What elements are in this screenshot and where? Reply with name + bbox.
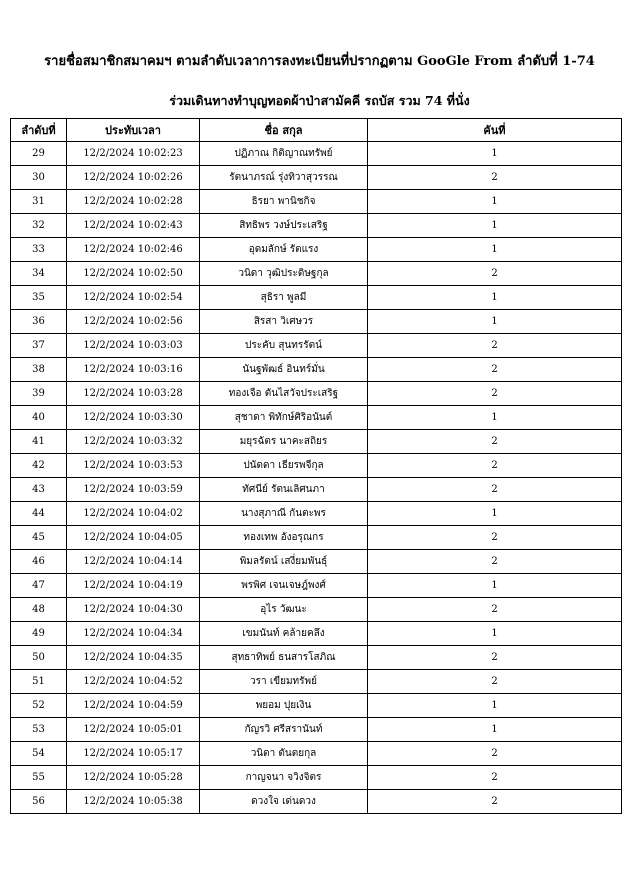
cell-no: 39 <box>11 382 67 406</box>
cell-no: 43 <box>11 478 67 502</box>
cell-name: กาญจนา จวิงจิตร <box>200 766 368 790</box>
cell-timestamp: 12/2/2024 10:03:30 <box>67 406 200 430</box>
cell-timestamp: 12/2/2024 10:04:19 <box>67 574 200 598</box>
cell-name: พรพิศ เจนเจษฎ์พงศ์ <box>200 574 368 598</box>
cell-no: 56 <box>11 790 67 814</box>
cell-timestamp: 12/2/2024 10:02:28 <box>67 190 200 214</box>
cell-timestamp: 12/2/2024 10:02:46 <box>67 238 200 262</box>
cell-seats: 2 <box>368 262 622 286</box>
cell-no: 41 <box>11 430 67 454</box>
cell-name: ทองเจือ ตันไสวัจประเสริฐ <box>200 382 368 406</box>
cell-name: ปนัดดา เธียรพจีกุล <box>200 454 368 478</box>
table-row <box>11 310 622 334</box>
table-row <box>11 718 622 742</box>
cell-seats: 1 <box>368 694 622 718</box>
cell-timestamp: 12/2/2024 10:03:03 <box>67 334 200 358</box>
table-row <box>11 142 622 166</box>
table-row <box>11 238 622 262</box>
cell-seats: 1 <box>368 310 622 334</box>
cell-timestamp: 12/2/2024 10:02:56 <box>67 310 200 334</box>
cell-seats: 2 <box>368 454 622 478</box>
cell-seats: 2 <box>368 526 622 550</box>
table-row <box>11 358 622 382</box>
cell-name: สิทธิพร วงษ์ประเสริฐ <box>200 214 368 238</box>
cell-timestamp: 12/2/2024 10:04:30 <box>67 598 200 622</box>
cell-seats: 2 <box>368 358 622 382</box>
cell-timestamp: 12/2/2024 10:03:16 <box>67 358 200 382</box>
cell-seats: 2 <box>368 598 622 622</box>
cell-name: ดวงใจ เด่นดวง <box>200 790 368 814</box>
table-row <box>11 742 622 766</box>
cell-timestamp: 12/2/2024 10:04:02 <box>67 502 200 526</box>
cell-no: 34 <box>11 262 67 286</box>
cell-timestamp: 12/2/2024 10:03:59 <box>67 478 200 502</box>
registration-table <box>10 118 622 814</box>
cell-name: นางสุภาณี กันตะพร <box>200 502 368 526</box>
cell-seats: 1 <box>368 502 622 526</box>
table-row <box>11 454 622 478</box>
table-row <box>11 478 622 502</box>
cell-no: 45 <box>11 526 67 550</box>
cell-name: อุดมลักษ์ รัตแรง <box>200 238 368 262</box>
cell-timestamp: 12/2/2024 10:03:28 <box>67 382 200 406</box>
table-row <box>11 646 622 670</box>
table-header-row <box>11 119 622 142</box>
table-row <box>11 262 622 286</box>
cell-name: อุไร วัฒนะ <box>200 598 368 622</box>
cell-seats: 2 <box>368 790 622 814</box>
cell-no: 55 <box>11 766 67 790</box>
cell-timestamp: 12/2/2024 10:04:34 <box>67 622 200 646</box>
cell-seats: 2 <box>368 166 622 190</box>
cell-no: 54 <box>11 742 67 766</box>
cell-name: กัญรวิ ศรีสรานันท์ <box>200 718 368 742</box>
cell-timestamp: 12/2/2024 10:04:14 <box>67 550 200 574</box>
document-subtitle: ร่วมเดินทางทำบุญทอดผ้าป่าสามัคคี รถบัส รวม 74 ที่นั่ง <box>169 93 470 108</box>
document-title: รายชื่อสมาชิกสมาคมฯ ตามลำดับเวลาการลงทะเบียนที่ปรากฏตาม GooGle From ลำดับที่ 1-74 <box>44 54 595 69</box>
table-row <box>11 334 622 358</box>
cell-seats: 2 <box>368 478 622 502</box>
cell-name: ปฏิภาณ กิติญาณทรัพย์ <box>200 142 368 166</box>
cell-timestamp: 12/2/2024 10:02:50 <box>67 262 200 286</box>
header-no: ลำดับที่ <box>11 119 67 142</box>
cell-name: เขมนันท์ คล้ายคลึง <box>200 622 368 646</box>
cell-seats: 2 <box>368 430 622 454</box>
cell-seats: 1 <box>368 142 622 166</box>
table-row <box>11 574 622 598</box>
table-row <box>11 406 622 430</box>
cell-timestamp: 12/2/2024 10:02:26 <box>67 166 200 190</box>
cell-timestamp: 12/2/2024 10:05:28 <box>67 766 200 790</box>
table-row <box>11 598 622 622</box>
cell-timestamp: 12/2/2024 10:05:38 <box>67 790 200 814</box>
cell-seats: 2 <box>368 742 622 766</box>
cell-no: 52 <box>11 694 67 718</box>
cell-timestamp: 12/2/2024 10:03:53 <box>67 454 200 478</box>
table-row <box>11 190 622 214</box>
cell-name: มยุรฉัตร นาคะสถิยร <box>200 430 368 454</box>
cell-no: 40 <box>11 406 67 430</box>
cell-timestamp: 12/2/2024 10:02:23 <box>67 142 200 166</box>
cell-no: 44 <box>11 502 67 526</box>
cell-seats: 2 <box>368 550 622 574</box>
header-name: ชื่อ สกุล <box>200 119 368 142</box>
cell-seats: 1 <box>368 190 622 214</box>
cell-seats: 1 <box>368 718 622 742</box>
cell-name: ประคับ สุนทรรัตน์ <box>200 334 368 358</box>
table-row <box>11 526 622 550</box>
cell-name: ทองเทพ อังอรุณกร <box>200 526 368 550</box>
cell-timestamp: 12/2/2024 10:05:01 <box>67 718 200 742</box>
cell-seats: 1 <box>368 406 622 430</box>
cell-name: วรา เขียมทรัพย์ <box>200 670 368 694</box>
cell-timestamp: 12/2/2024 10:02:43 <box>67 214 200 238</box>
cell-timestamp: 12/2/2024 10:04:05 <box>67 526 200 550</box>
cell-name: สิรสา วิเศษวร <box>200 310 368 334</box>
cell-name: วนิดา ตันตยกุล <box>200 742 368 766</box>
cell-timestamp: 12/2/2024 10:02:54 <box>67 286 200 310</box>
cell-no: 49 <box>11 622 67 646</box>
table-row <box>11 694 622 718</box>
cell-no: 53 <box>11 718 67 742</box>
cell-no: 35 <box>11 286 67 310</box>
cell-name: สุธิรา พูลมี <box>200 286 368 310</box>
header-seats: คันที่ <box>368 119 622 142</box>
table-row <box>11 790 622 814</box>
table-row <box>11 550 622 574</box>
cell-name: พิมลรัตน์ เสงี่ยมพันธุ์ <box>200 550 368 574</box>
cell-timestamp: 12/2/2024 10:04:52 <box>67 670 200 694</box>
header-timestamp: ประทับเวลา <box>67 119 200 142</box>
cell-seats: 2 <box>368 766 622 790</box>
cell-no: 50 <box>11 646 67 670</box>
table-row <box>11 670 622 694</box>
cell-name: นันฐพัฒธ์ อินทร์มั่น <box>200 358 368 382</box>
cell-no: 37 <box>11 334 67 358</box>
cell-seats: 2 <box>368 670 622 694</box>
cell-no: 38 <box>11 358 67 382</box>
cell-no: 30 <box>11 166 67 190</box>
cell-name: รัตนาภรณ์ รุ่งทิวาสุวรรณ <box>200 166 368 190</box>
cell-seats: 1 <box>368 574 622 598</box>
cell-no: 32 <box>11 214 67 238</box>
cell-name: ทัศนีย์ รัตนเลิศนภา <box>200 478 368 502</box>
cell-seats: 2 <box>368 382 622 406</box>
table-row <box>11 502 622 526</box>
cell-no: 46 <box>11 550 67 574</box>
cell-no: 47 <box>11 574 67 598</box>
table-row <box>11 382 622 406</box>
cell-seats: 2 <box>368 334 622 358</box>
table-row <box>11 214 622 238</box>
cell-seats: 2 <box>368 646 622 670</box>
cell-timestamp: 12/2/2024 10:04:35 <box>67 646 200 670</box>
cell-no: 51 <box>11 670 67 694</box>
cell-no: 31 <box>11 190 67 214</box>
cell-name: วนิดา วุฒิประดิษฐกุล <box>200 262 368 286</box>
cell-timestamp: 12/2/2024 10:03:32 <box>67 430 200 454</box>
cell-name: ธิรยา พานิชกิจ <box>200 190 368 214</box>
table-body <box>11 142 622 814</box>
cell-no: 42 <box>11 454 67 478</box>
cell-name: สุชาดา พิทักษ์ศิริอนันต์ <box>200 406 368 430</box>
table-row <box>11 166 622 190</box>
table-row <box>11 766 622 790</box>
cell-seats: 1 <box>368 238 622 262</box>
cell-seats: 1 <box>368 214 622 238</box>
table-row <box>11 430 622 454</box>
cell-timestamp: 12/2/2024 10:04:59 <box>67 694 200 718</box>
cell-no: 48 <box>11 598 67 622</box>
cell-name: สุทธาทิพย์ ธนสารโสภิณ <box>200 646 368 670</box>
cell-seats: 1 <box>368 286 622 310</box>
cell-seats: 1 <box>368 622 622 646</box>
cell-name: พยอม ปุยเงิน <box>200 694 368 718</box>
cell-no: 29 <box>11 142 67 166</box>
cell-no: 36 <box>11 310 67 334</box>
table-row <box>11 622 622 646</box>
cell-no: 33 <box>11 238 67 262</box>
table-row <box>11 286 622 310</box>
cell-timestamp: 12/2/2024 10:05:17 <box>67 742 200 766</box>
